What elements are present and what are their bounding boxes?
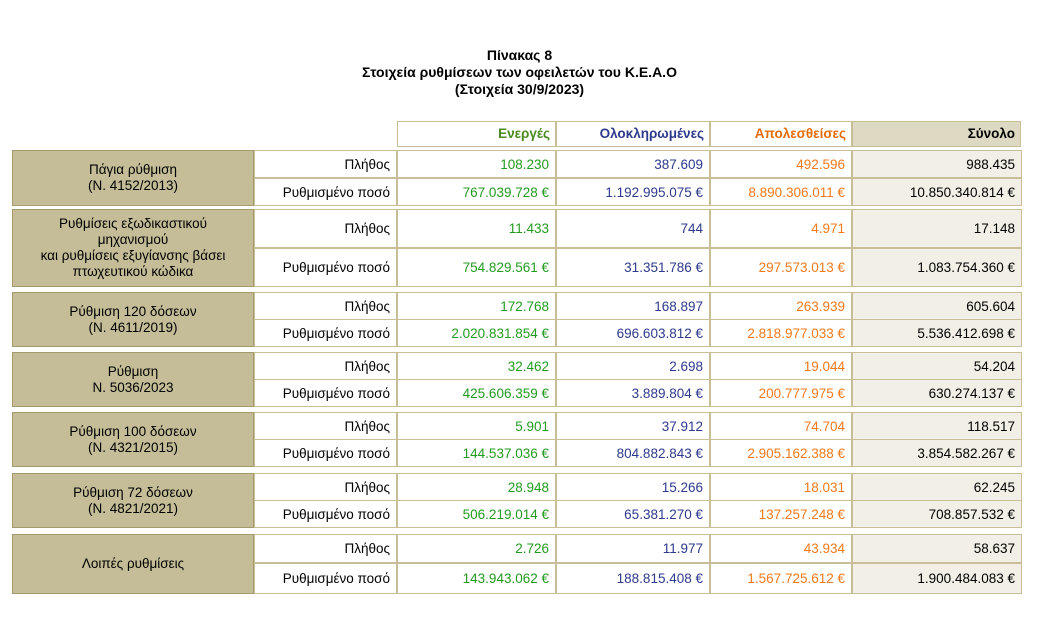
table-cell-active: 11.433 <box>397 209 556 248</box>
group-pagia <box>12 150 1022 206</box>
group-label-line: Ρύθμιση 72 δόσεων <box>73 484 193 500</box>
table-cell-active: 2.020.831.854 € <box>397 319 556 347</box>
table-cell-lost: 297.573.013 € <box>710 248 852 287</box>
group-label <box>12 534 254 594</box>
table-cell-lost: 137.257.248 € <box>710 500 852 528</box>
table-caption: Στοιχεία ρυθμίσεων των οφειλετών του Κ.Ε.Α.Ο <box>362 64 677 80</box>
table-row <box>254 500 1022 528</box>
group-label-line: (Ν. 4611/2019) <box>88 319 178 335</box>
table-cell-label: Ρυθμισμένο ποσό <box>254 439 397 467</box>
table-cell-active: 754.829.561 € <box>397 248 556 287</box>
table-row <box>254 379 1022 407</box>
table-cell-done: 744 <box>556 209 710 248</box>
table-cell-total: 1.083.754.360 € <box>852 248 1022 287</box>
table-row <box>254 178 1022 206</box>
table-cell-done: 3.889.804 € <box>556 379 710 407</box>
group-label-line: (Ν. 4152/2013) <box>87 178 179 193</box>
table-cell-active: 28.948 <box>397 473 556 501</box>
table-row <box>254 248 1022 287</box>
table-cell-total: 62.245 <box>852 473 1022 501</box>
table-cell-done: 387.609 <box>556 150 710 178</box>
table-cell-active: 506.219.014 € <box>397 500 556 528</box>
header-active: Ενεργές <box>397 121 556 147</box>
group-label-line: πτωχευτικού κώδικα <box>72 264 194 279</box>
group-label <box>12 412 254 467</box>
group-100-doseis <box>12 412 1022 467</box>
table-cell-lost: 1.567.725.612 € <box>710 563 852 594</box>
table-cell-total: 10.850.340.814 € <box>852 178 1022 206</box>
table-cell-done: 31.351.786 € <box>556 248 710 287</box>
group-label-line: Ρύθμιση 100 δόσεων <box>69 423 197 439</box>
table-row <box>254 352 1022 380</box>
group-label-line: και ρυθμίσεις εξυγίανσης βάσει <box>40 248 226 263</box>
table-row <box>254 150 1022 178</box>
table-cell-active: 425.606.359 € <box>397 379 556 407</box>
table-cell-label: Πλήθος <box>254 473 397 501</box>
table-cell-total: 1.900.484.083 € <box>852 563 1022 594</box>
table-cell-done: 15.266 <box>556 473 710 501</box>
table-cell-done: 11.977 <box>556 534 710 563</box>
table-cell-label: Ρυθμισμένο ποσό <box>254 178 397 206</box>
table-cell-active: 767.039.728 € <box>397 178 556 206</box>
group-label <box>12 292 254 347</box>
table-cell-done: 1.192.995.075 € <box>556 178 710 206</box>
table-date: (Στοιχεία 30/9/2023) <box>454 81 585 97</box>
table-cell-label: Ρυθμισμένο ποσό <box>254 563 397 594</box>
group-72-doseis <box>12 473 1022 528</box>
table-cell-label: Ρυθμισμένο ποσό <box>254 379 397 407</box>
table-cell-lost: 2.818.977.033 € <box>710 319 852 347</box>
table-cell-lost: 8.890.306.011 € <box>710 178 852 206</box>
table-cell-label: Ρυθμισμένο ποσό <box>254 319 397 347</box>
table-cell-label: Ρυθμισμένο ποσό <box>254 248 397 287</box>
table-cell-total: 58.637 <box>852 534 1022 563</box>
table-cell-done: 804.882.843 € <box>556 439 710 467</box>
table-cell-total: 17.148 <box>852 209 1022 248</box>
group-label-line: Ν. 5036/2023 <box>92 379 174 395</box>
table-row <box>254 439 1022 467</box>
table-cell-label: Πλήθος <box>254 534 397 563</box>
table-cell-total: 708.857.532 € <box>852 500 1022 528</box>
table-row <box>254 209 1022 248</box>
group-label-line: Πάγια ρύθμιση <box>88 162 178 177</box>
table-row <box>254 563 1022 594</box>
group-label-line: Ρυθμίσεις εξωδικαστικού <box>59 216 207 231</box>
table-row <box>254 319 1022 347</box>
table-cell-lost: 492.596 <box>710 150 852 178</box>
table-cell-done: 2.698 <box>556 352 710 380</box>
table-cell-total: 630.274.137 € <box>852 379 1022 407</box>
table-cell-active: 172.768 <box>397 292 556 320</box>
group-label <box>12 150 254 206</box>
table-cell-total: 5.536.412.698 € <box>852 319 1022 347</box>
table-cell-label: Πλήθος <box>254 352 397 380</box>
table-cell-active: 5.901 <box>397 412 556 440</box>
group-120-doseis <box>12 292 1022 347</box>
table-row <box>254 473 1022 501</box>
table-cell-active: 2.726 <box>397 534 556 563</box>
table-cell-active: 108.230 <box>397 150 556 178</box>
table-cell-active: 143.943.062 € <box>397 563 556 594</box>
group-label-line: Ρύθμιση 120 δόσεων <box>69 303 197 319</box>
group-loipes <box>12 534 1022 594</box>
table-cell-total: 3.854.582.267 € <box>852 439 1022 467</box>
table-cell-active: 144.537.036 € <box>397 439 556 467</box>
table-cell-total: 54.204 <box>852 352 1022 380</box>
group-label-line: (Ν. 4821/2021) <box>87 500 179 516</box>
table-cell-lost: 263.939 <box>710 292 852 320</box>
table-cell-lost: 74.704 <box>710 412 852 440</box>
table-row <box>254 534 1022 563</box>
table-cell-done: 65.381.270 € <box>556 500 710 528</box>
group-label-line: μηχανισμού <box>97 232 169 247</box>
table-cell-done: 188.815.408 € <box>556 563 710 594</box>
group-label-line: Ρύθμιση <box>107 363 159 379</box>
group-exodikastikos <box>12 209 1022 287</box>
table-cell-done: 168.897 <box>556 292 710 320</box>
group-5036 <box>12 352 1022 407</box>
table-number: Πίνακας 8 <box>486 47 553 63</box>
table-title <box>0 47 1039 98</box>
table-cell-lost: 200.777.975 € <box>710 379 852 407</box>
table-row <box>254 412 1022 440</box>
table-cell-lost: 4.971 <box>710 209 852 248</box>
table-cell-lost: 18.031 <box>710 473 852 501</box>
table-cell-total: 988.435 <box>852 150 1022 178</box>
table-cell-label: Πλήθος <box>254 150 397 178</box>
table-cell-done: 696.603.812 € <box>556 319 710 347</box>
table-cell-total: 118.517 <box>852 412 1022 440</box>
table-row <box>254 292 1022 320</box>
table-cell-label: Πλήθος <box>254 292 397 320</box>
table-cell-done: 37.912 <box>556 412 710 440</box>
table-cell-label: Ρυθμισμένο ποσό <box>254 500 397 528</box>
group-label <box>12 352 254 407</box>
group-label-line: Λοιπές ρυθμίσεις <box>81 556 185 571</box>
table-cell-total: 605.604 <box>852 292 1022 320</box>
table-cell-lost: 2.905.162.388 € <box>710 439 852 467</box>
group-label <box>12 209 254 287</box>
table-cell-label: Πλήθος <box>254 209 397 248</box>
table-cell-active: 32.462 <box>397 352 556 380</box>
group-label <box>12 473 254 528</box>
table-cell-label: Πλήθος <box>254 412 397 440</box>
header-completed: Ολοκληρωμένες <box>556 121 710 147</box>
header-lost: Απολεσθείσες <box>710 121 852 147</box>
table-cell-lost: 43.934 <box>710 534 852 563</box>
group-label-line: (Ν. 4321/2015) <box>87 439 179 455</box>
table-cell-lost: 19.044 <box>710 352 852 380</box>
header-total: Σύνολο <box>852 121 1021 147</box>
